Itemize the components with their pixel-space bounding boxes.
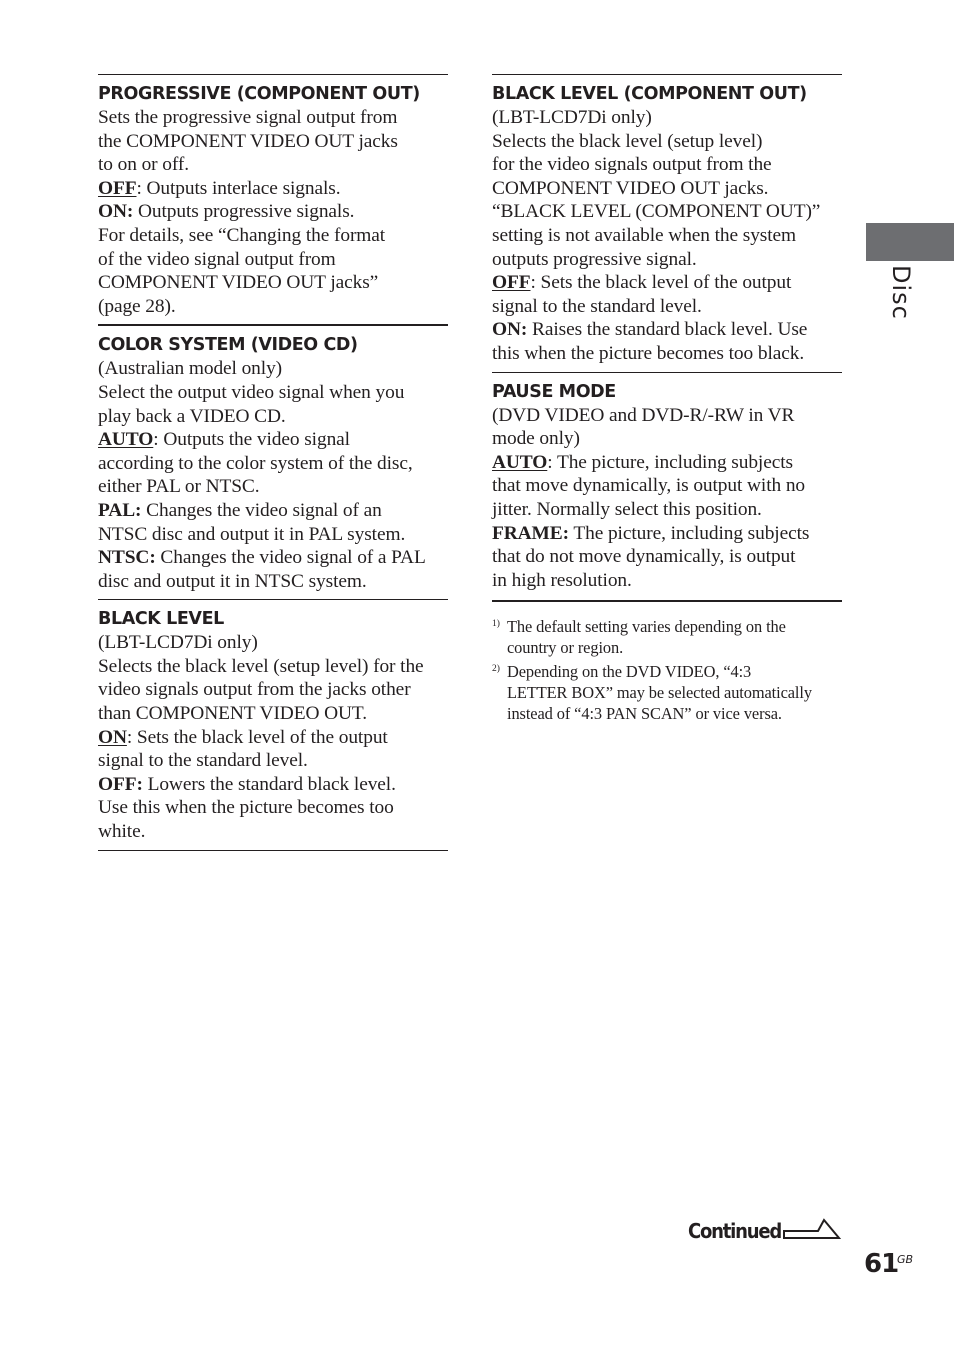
section-heading: COLOR SYSTEM (VIDEO CD)	[98, 335, 358, 356]
page-reference: (page 28).	[98, 295, 176, 317]
progressive-component-out-section	[98, 74, 448, 324]
text-line: that do not move dynamically, is output	[492, 546, 796, 568]
option-description: : Sets the black level of the output	[530, 272, 792, 294]
option-description: Outputs progressive signals.	[133, 201, 355, 223]
footnotes	[492, 600, 842, 724]
black-level-section	[98, 599, 448, 850]
text-line: than COMPONENT VIDEO OUT.	[98, 703, 367, 725]
model-note: mode only)	[492, 428, 580, 450]
footnote-marker: 2)	[492, 664, 500, 675]
text-line: for the video signals output from the	[492, 154, 772, 176]
option-description: : Sets the black level of the output	[126, 726, 388, 748]
footnote-line: Depending on the DVD VIDEO, “4:3	[507, 662, 752, 682]
continued-arrow-icon	[782, 1218, 842, 1242]
section-heading: PAUSE MODE	[492, 381, 616, 402]
text-line: video signals output from the jacks other	[98, 679, 411, 701]
text-line: disc and output it in NTSC system.	[98, 570, 367, 592]
model-note: (LBT-LCD7Di only)	[98, 632, 258, 654]
text-line: For details, see “Changing the format	[98, 224, 386, 246]
model-note: (DVD VIDEO and DVD-R/-RW in VR	[492, 404, 795, 426]
text-line: signal to the standard level.	[492, 295, 702, 317]
footnote	[492, 661, 842, 724]
text-line: signal to the standard level.	[98, 750, 308, 772]
option-label: FRAME:	[492, 522, 569, 544]
text-line: play back a VIDEO CD.	[98, 405, 286, 427]
left-column	[98, 74, 448, 851]
footnote-line: country or region.	[507, 638, 624, 658]
option-on	[98, 200, 448, 224]
option-on	[492, 318, 842, 342]
option-description: : Outputs interlace signals.	[136, 177, 341, 199]
option-auto	[492, 451, 842, 475]
text-line: either PAL or NTSC.	[98, 476, 260, 498]
option-description: Changes the video signal of an	[141, 499, 382, 521]
text-line: jitter. Normally select this position.	[492, 498, 762, 520]
text-line: the COMPONENT VIDEO OUT jacks	[98, 130, 398, 152]
text-line: that move dynamically, is output with no	[492, 475, 806, 497]
footnote	[492, 616, 842, 658]
text-line: COMPONENT VIDEO OUT jacks.	[492, 177, 769, 199]
footnote-line: instead of “4:3 PAN SCAN” or vice versa.	[507, 704, 782, 724]
text-line: this when the picture becomes too black.	[492, 342, 805, 364]
option-label: OFF	[492, 272, 531, 294]
page-number: 61	[864, 1249, 899, 1279]
option-ntsc	[98, 546, 448, 570]
model-note: (Australian model only)	[98, 358, 283, 380]
option-on	[98, 726, 448, 750]
text-line: setting is not available when the system	[492, 224, 797, 246]
option-description: Changes the video signal of a PAL	[155, 547, 426, 569]
model-note: (LBT-LCD7Di only)	[492, 107, 652, 128]
option-description: The picture, including subjects	[568, 522, 810, 544]
text-line: according to the color system of the disc,	[98, 452, 413, 474]
section-heading: BLACK LEVEL (COMPONENT OUT)	[492, 84, 807, 104]
option-off	[98, 773, 448, 797]
option-label: NTSC:	[98, 547, 156, 569]
option-description: Lowers the standard black level.	[142, 773, 396, 795]
option-off	[492, 271, 842, 295]
text-line: to on or off.	[98, 154, 189, 176]
continued-label: Continued	[688, 1219, 782, 1243]
text-line: Selects the black level (setup level) for the	[98, 655, 424, 677]
option-label: AUTO	[492, 451, 548, 473]
section-heading: PROGRESSIVE (COMPONENT OUT)	[98, 84, 420, 104]
page-number-suffix: GB	[897, 1253, 914, 1266]
option-label: OFF:	[98, 773, 143, 795]
text-line: outputs progressive signal.	[492, 248, 697, 270]
text-line: NTSC disc and output it in PAL system.	[98, 523, 406, 545]
footnote-line: The default setting varies depending on the	[507, 617, 786, 637]
text-line: of the video signal output from	[98, 248, 336, 270]
color-system-section	[98, 324, 448, 599]
text-line: Select the output video signal when you	[98, 381, 405, 403]
text-line: Selects the black level (setup level)	[492, 130, 763, 152]
section-heading: BLACK LEVEL	[98, 609, 224, 630]
text-line: COMPONENT VIDEO OUT jacks”	[98, 272, 379, 294]
option-label: ON:	[492, 319, 528, 341]
option-frame	[492, 522, 842, 546]
option-description: Raises the standard black level. Use	[527, 319, 808, 341]
text-line: in high resolution.	[492, 569, 632, 591]
text-line: Sets the progressive signal output from	[98, 107, 398, 128]
option-pal	[98, 499, 448, 523]
text-line: white.	[98, 821, 146, 843]
footnote-line: LETTER BOX” may be selected automatically	[507, 683, 812, 703]
chapter-tab-label: Disc	[887, 265, 915, 320]
footnote-marker: 1)	[492, 619, 500, 630]
text-line: Use this when the picture becomes too	[98, 797, 394, 819]
chapter-tab	[866, 223, 954, 261]
right-column	[492, 74, 842, 727]
option-description: : Outputs the video signal	[153, 429, 350, 451]
pause-mode-section	[492, 372, 842, 599]
option-description: : The picture, including subjects	[547, 451, 793, 473]
option-label: ON:	[98, 201, 134, 223]
option-label: AUTO	[98, 429, 154, 451]
option-label: ON	[98, 726, 127, 748]
text-line: “BLACK LEVEL (COMPONENT OUT)”	[492, 201, 821, 223]
black-level-component-out-section	[492, 74, 842, 372]
option-off	[98, 177, 448, 201]
option-auto	[98, 428, 448, 452]
option-label: OFF	[98, 177, 137, 199]
option-label: PAL:	[98, 499, 142, 521]
